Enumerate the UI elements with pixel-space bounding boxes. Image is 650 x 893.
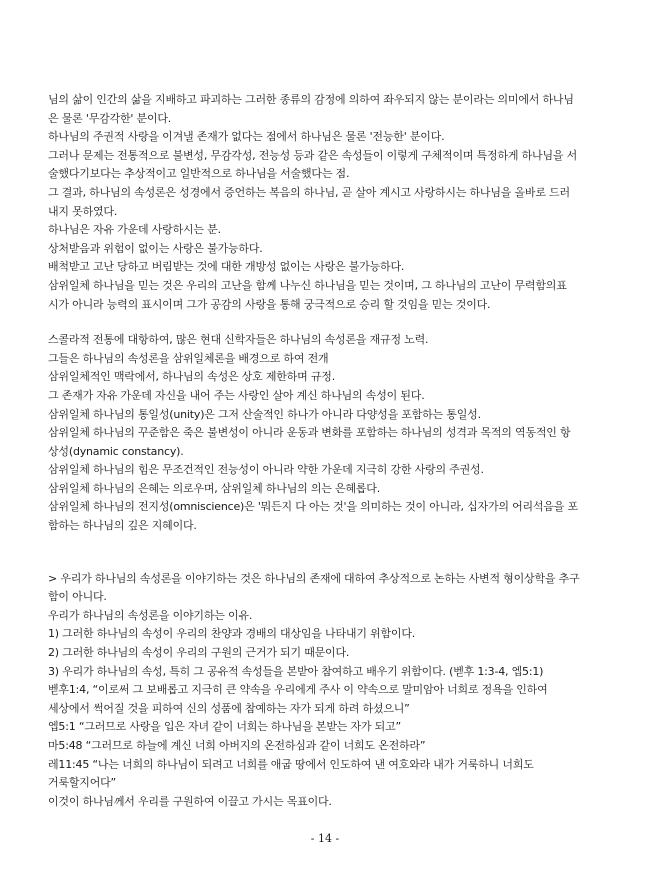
- text-line: 이것이 하나님께서 우리를 구원하여 이끌고 가시는 목표이다.: [48, 794, 332, 808]
- page-number: - 14 -: [310, 832, 340, 845]
- text-line: 세상에서 썩어질 것을 피하여 신의 성품에 참예하는 자가 되게 하려 하셨으니”: [48, 701, 410, 715]
- text-line: 삼위일체 하나님의 통일성(unity)은 그저 산술적인 하나가 아니라 다양성을 포함하는 통일성.: [48, 407, 481, 421]
- text-line: 3) 우리가 하나님의 속성, 특히 그 공유적 속성들을 본받아 참여하고 배우기 위함이다. (벧후 1:3-4, 엡5:1): [48, 664, 544, 678]
- section-3: [48, 570, 608, 812]
- text-line: 하나님의 주권적 사랑을 이겨낼 존재가 없다는 점에서 하나님은 물론 '전능한' 분이다.: [48, 130, 445, 144]
- text-line: 님의 삶이 인간의 삶을 지배하고 파괴하는 그러한 종류의 감정에 의하여 좌우되지 않는 분이라는 의미에서 하나님: [48, 93, 574, 106]
- text-line: 하나님은 자유 가운데 사랑하시는 분.: [48, 223, 221, 237]
- text-line: 그 존재가 자유 가운데 자신을 내어 주는 사랑인 살아 계신 하나님의 속성이 된다.: [48, 388, 425, 402]
- text-line: 삼위일체 하나님의 은혜는 의로우며, 삼위일체 하나님의 의는 은혜롭다.: [48, 481, 381, 495]
- text-line: 배척받고 고난 당하고 버림받는 것에 대한 개방성 없이는 사랑은 불가능하다.: [48, 260, 405, 274]
- text-line: 거룩할지어다”: [48, 776, 117, 790]
- text-line: 삼위일체 하나님의 꾸준함은 죽은 불변성이 아니라 운동과 변화를 포함하는 하나님의 성격과 목적의 역동적인 항: [48, 426, 571, 440]
- text-line: 그들은 하나님의 속성론을 삼위일체론을 배경으로 하여 전개: [48, 351, 329, 365]
- section-gap: [48, 314, 608, 331]
- section-1: [48, 91, 608, 314]
- text-line: 상성(dynamic constancy).: [48, 444, 184, 458]
- text-line: 삼위일체 하나님을 믿는 것은 우리의 고난을 함께 나누신 하나님을 믿는 것이며, 그 하나님의 고난이 무력함의표: [48, 278, 567, 292]
- section-gap: [48, 536, 608, 570]
- text-line: 삼위일체 하나님의 힘은 무조건적인 전능성이 아니라 약한 가운데 지극히 강한 사랑의 주권성.: [48, 463, 484, 477]
- text-line: 은 물론 '무감각한' 분이다.: [48, 111, 172, 125]
- text-line: 벧후1:4, “이로써 그 보배롭고 지극히 큰 약속을 우리에게 주사 이 약속으로 말미암아 너희로 정욕을 인하여: [48, 683, 548, 697]
- text-line: 삼위일체적인 맥락에서, 하나님의 속성은 상호 제한하며 규정.: [48, 370, 336, 384]
- section-2: [48, 331, 608, 536]
- text-line: 마5:48 “그러므로 하늘에 계신 너희 아버지의 온전하심과 같이 너희도 온전하라”: [48, 739, 426, 752]
- text-line: 내지 못하였다.: [48, 204, 118, 218]
- text-line: 레11:45 “나는 너희의 하나님이 되려고 너희를 애굽 땅에서 인도하여 낸 여호와라 내가 거룩하니 너희도: [48, 757, 534, 771]
- text-line: 삼위일체 하나님의 전지성(omniscience)은 '뭐든지 다 아는 것'을 의미하는 것이 아니라, 십자가의 어리석음을 포: [48, 500, 578, 514]
- text-line: 스콜라적 전통에 대항하여, 많은 현대 신학자들은 하나님의 속성론을 재규정 노력.: [48, 333, 429, 347]
- text-line: > 우리가 하나님의 속성론을 이야기하는 것은 하나님의 존재에 대하여 추상적으로 논하는 사변적 형이상학을 추구: [48, 571, 580, 585]
- text-line: 2) 그러한 하나님의 속성이 우리의 구원의 근거가 되기 때문이다.: [48, 646, 350, 660]
- text-line: 시가 아니라 능력의 표시이며 그가 공감의 사랑을 통해 궁극적으로 승리 할 것임을 믿는 것이다.: [48, 297, 491, 311]
- document-body: [48, 91, 608, 811]
- text-line: 상처받음과 위험이 없이는 사랑은 불가능하다.: [48, 241, 263, 255]
- text-line: 함하는 하나님의 깊은 지혜이다.: [48, 519, 197, 533]
- text-line: 함이 아니다.: [48, 590, 107, 604]
- text-line: 1) 그러한 하나님의 속성이 우리의 찬양과 경배의 대상임을 나타내기 위함이다.: [48, 627, 416, 641]
- text-line: 그 결과, 하나님의 속성론은 성경에서 증언하는 복음의 하나님, 곧 살아 계시고 사랑하시는 하나님을 올바로 드러: [48, 185, 570, 199]
- text-line: 우리가 하나님의 속성론을 이야기하는 이유.: [48, 608, 253, 622]
- text-line: 술했다기보다는 추상적이고 일반적으로 하나님을 서술했다는 점.: [48, 167, 350, 181]
- text-line: 그러나 문제는 전통적으로 불변성, 무감각성, 전능성 등과 같은 속성들이 이렇게 구체적이며 특정하게 하나님을 서: [48, 148, 578, 162]
- text-line: 엡5:1 “그러므로 사랑을 입은 자녀 같이 너희는 하나님을 본받는 자가 되고”: [48, 720, 401, 734]
